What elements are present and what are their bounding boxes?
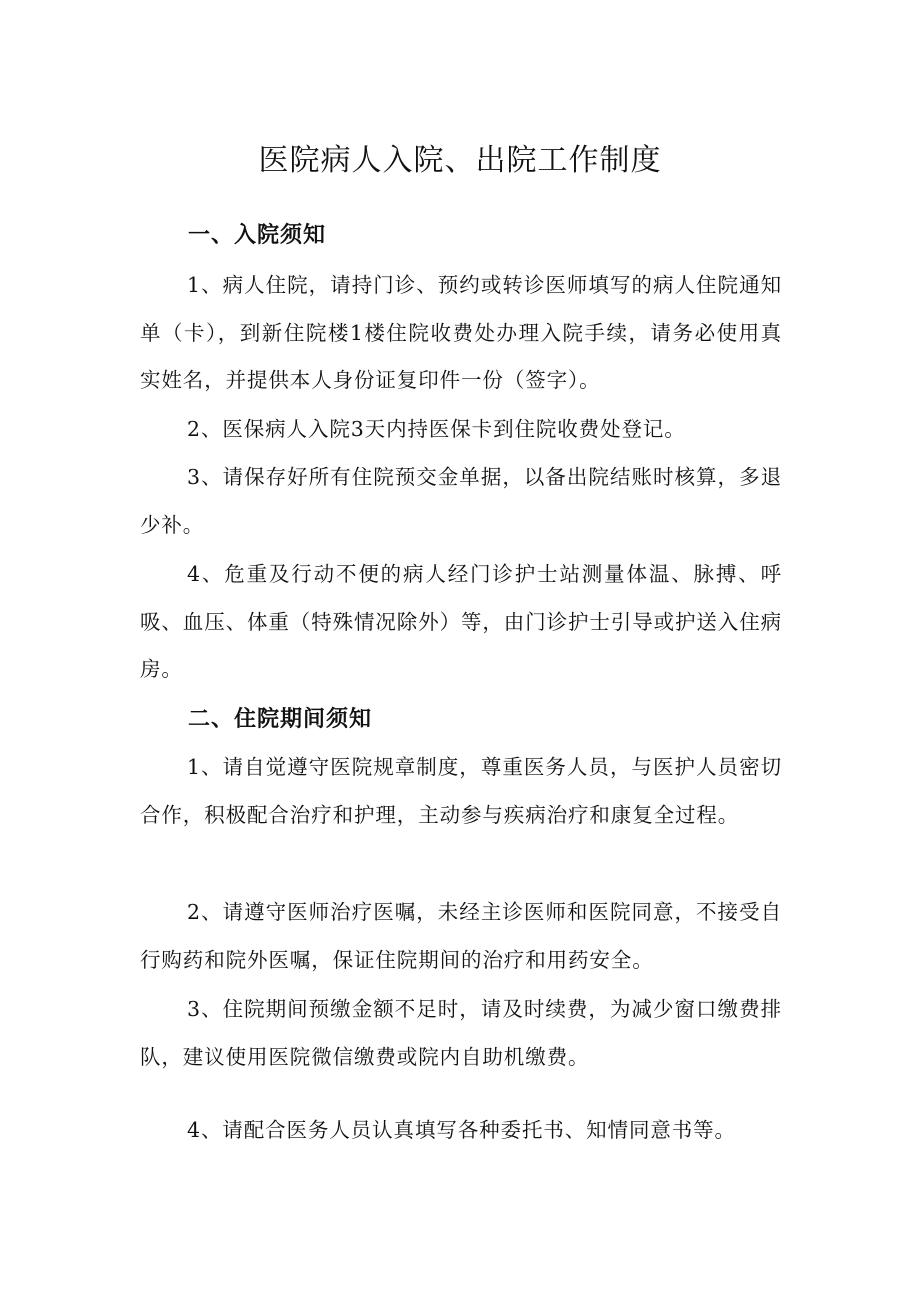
document-title: 医院病人入院、出院工作制度 (258, 143, 662, 178)
hospitalization-item-2: 2、请遵守医师治疗医嘱，未经主诊医师和医院同意，不接受自行购药和院外医嘱，保证住院期间的治疗和用药安全。 (140, 900, 782, 972)
hospitalization-item-4: 4、请配合医务人员认真填写各种委托书、知情同意书等。 (187, 1118, 736, 1142)
hospitalization-item-3: 3、住院期间预缴金额不足时，请及时续费，为减少窗口缴费排队，建议使用医院微信缴费或院内自助机缴费。 (140, 997, 782, 1069)
section-heading-hospitalization: 二、住院期间须知 (188, 707, 373, 732)
hospitalization-item-1: 1、请自觉遵守医院规章制度，尊重医务人员，与医护人员密切合作，积极配合治疗和护理，主动参与疾病治疗和康复全过程。 (140, 755, 782, 827)
admission-item-4: 4、危重及行动不便的病人经门诊护士站测量体温、脉搏、呼吸、血压、体重（特殊情况除外）等，由门诊护士引导或护送入住病房。 (140, 562, 782, 681)
admission-item-3: 3、请保存好所有住院预交金单据，以备出院结账时核算，多退少补。 (140, 465, 782, 537)
admission-item-2: 2、医保病人入院3天内持医保卡到住院收费处登记。 (187, 417, 686, 441)
section-heading-admission: 一、入院须知 (188, 223, 327, 248)
admission-item-1: 1、病人住院，请持门诊、预约或转诊医师填写的病人住院通知单（卡），到新住院楼1楼住院收费处办理入院手续，请务必使用真实姓名，并提供本人身份证复印件一份（签字）。 (140, 273, 782, 392)
